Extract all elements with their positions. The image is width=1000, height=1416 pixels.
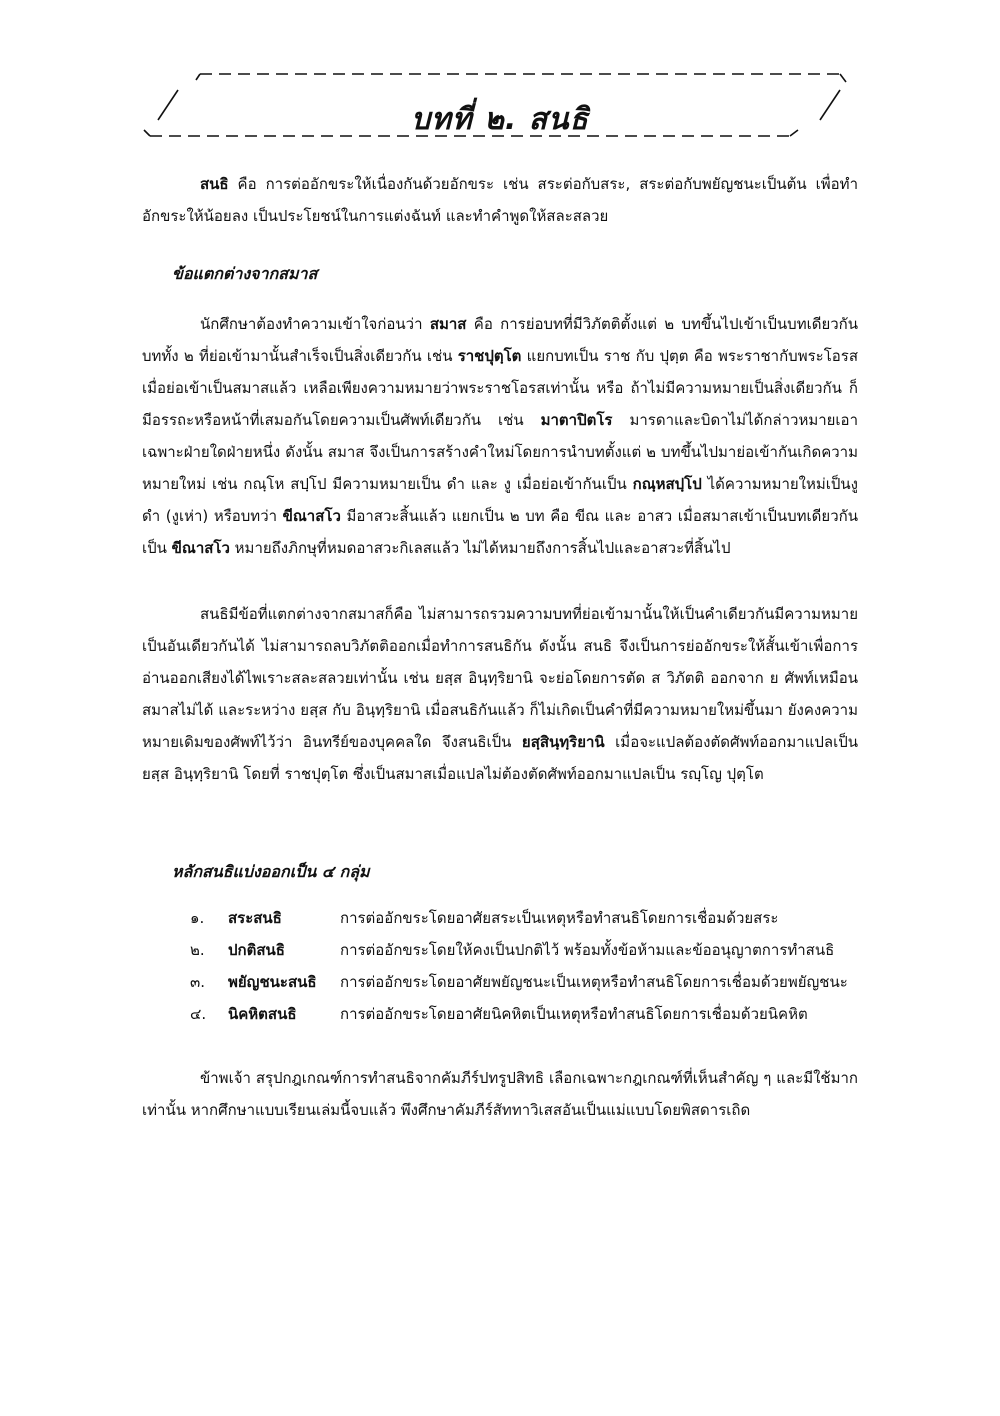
item-name: สระสนธิ	[228, 909, 282, 927]
intro-term: สนธิ	[200, 175, 229, 193]
text: มีอาสวะสิ้นแล้ว แยกเป็น ๒ บท คือ ขีณ และ อาสว เมื่อสมาสเข้าเป็นบทเดียวกันเป็น	[142, 507, 858, 557]
text: หมายถึงภิกษุที่หมดอาสวะกิเลสแล้ว ไม่ได้หมายถึงการสิ้นไปและอาสวะที่สิ้นไป	[229, 539, 731, 557]
item-number: ๓.	[190, 973, 206, 991]
closing-paragraph	[142, 1062, 858, 1126]
list-item	[190, 934, 870, 966]
item-description: การต่ออักขระโดยอาศัยพยัญชนะเป็นเหตุหรือทำสนธิโดยการเชื่อมด้วยพยัญชนะ	[340, 973, 848, 991]
item-description: การต่ออักขระโดยให้คงเป็นปกติไว้ พร้อมทั้งข้อห้ามและข้ออนุญาตการทำสนธิ	[340, 941, 835, 959]
text: แยกบทเป็น ราช กับ ปุตฺต คือ พระราชากับพระโอรส เมื่อย่อเข้าเป็นสมาสแล้ว เหลือเพียงความหมายว่าพระราชโอรสเท่านั้น หรือ ถ้าไม่มีความหมายเป็นสิ่งเดียวกัน ก็มีอรรถะหรือหน้าที่เสมอกันโดยความเป็นศัพท์เดียวกัน เช่น	[142, 347, 858, 429]
text: นักศึกษาต้องทำความเข้าใจก่อนว่า	[200, 315, 430, 333]
list-item	[190, 998, 870, 1030]
text: คือ การย่อบทที่มีวิภัตติตั้งแต่ ๒ บทขึ้นไปเข้าเป็นบทเดียวกัน บททั้ง ๒ ที่ย่อเข้ามานั้นสำเร็จเป็นสิ่งเดียวกัน เช่น	[142, 315, 859, 365]
text: มารดาและบิดาไม่ได้กล่าวหมายเอาเฉพาะฝ่ายใดฝ่ายหนึ่ง ดังนั้น สมาส จึงเป็นการสร้างคำใหม่โดยการนำบทตั้งแต่ ๒ บทขึ้นไปมาย่อเข้ากันเกิดความหมายใหม่ เช่น กณฺโห สปฺโป มีความหมายเป็น ดำ และ งู เมื่อย่อเข้ากันเป็น	[142, 411, 858, 493]
difference-paragraph-2	[142, 598, 858, 790]
term-example: กณฺหสปฺโป	[632, 475, 702, 493]
section-heading-groups: หลักสนธิแบ่งออกเป็น ๔ กลุ่ม	[172, 862, 370, 881]
term-example: ราชปุตฺโต	[457, 347, 522, 365]
intro-text: คือ การต่ออักขระให้เนื่องกันด้วยอักขระ เช่น สระต่อกับสระ, สระต่อกับพยัญชนะเป็นต้น เพื่อทำอักขระให้น้อยลง เป็นประโยชน์ในการแต่งฉันท์ และทำคำพูดให้สละสลวย	[142, 175, 858, 225]
term-example: มาตาปิตโร	[540, 411, 613, 429]
item-description: การต่ออักขระโดยอาศัยสระเป็นเหตุหรือทำสนธิโดยการเชื่อมด้วยสระ	[340, 909, 779, 927]
text: เมื่อจะแปลต้องตัดศัพท์ออกมาแปลเป็น ยสฺส อินฺทฺริยานิ โดยที่ ราชปุตฺโต ซึ่งเป็นสมาสเมื่อแปลไม่ต้องตัดศัพท์ออกมาแปลเป็น รญฺโญ ปุตฺโต	[142, 733, 858, 783]
term-example: ยสฺสินฺทฺริยานิ	[521, 733, 605, 751]
list-item	[190, 902, 870, 934]
closing-text: ข้าพเจ้า สรุปกฎเกณฑ์การทำสนธิจากคัมภีร์ปทรูปสิทธิ เลือกเฉพาะกฎเกณฑ์ที่เห็นสำคัญ ๆ และมีใช้มากเท่านั้น หากศึกษาแบบเรียนเล่มนี้จบแล้ว พึงศึกษาคัมภีร์สัททาวิเสสอันเป็นแม่แบบโดยพิสดารเถิด	[142, 1069, 858, 1119]
item-number: ๔.	[190, 1005, 207, 1023]
item-name: พยัญชนะสนธิ	[228, 973, 317, 991]
term-example: ขีณาสโว	[282, 507, 341, 525]
difference-paragraph-1	[142, 308, 858, 564]
intro-paragraph	[142, 168, 858, 232]
item-number: ๑.	[190, 909, 205, 927]
chapter-title-frame	[140, 60, 860, 150]
term-example: ขีณาสโว	[171, 539, 230, 557]
item-description: การต่ออักขระโดยอาศัยนิคหิตเป็นเหตุหรือทำสนธิโดยการเชื่อมด้วยนิคหิต	[340, 1005, 808, 1023]
text: ได้ความหมายใหม่เป็นงูดำ (งูเห่า) หรือบทว่า	[142, 475, 858, 525]
text: สนธิมีข้อที่แตกต่างจากสมาสก็คือ ไม่สามารถรวมความบทที่ย่อเข้ามานั้นให้เป็นคำเดียวกันมีความหมายเป็นอันเดียวกันได้ ไม่สามารถลบวิภัตติออกเมื่อทำการสนธิกัน ดังนั้น สนธิ จึงเป็นการย่ออักขระให้สั้นเข้าเพื่อการอ่านออกเสียงได้ไพเราะสละสลวยเท่านั้น เช่น ยสฺส อินฺทฺริยานิ จะย่อโดยการตัด ส วิภัตติ ออกจาก ย ศัพท์เหมือนสมาสไม่ได้ และระหว่าง ยสฺส กับ อินฺทฺริยานิ เมื่อสนธิกันแล้ว ก็ไม่เกิดเป็นคำที่มีความหมายใหม่ขึ้นมา ยังคงความหมายเดิมของศัพท์ไว้ว่า อินทรีย์ของบุคคลใด จึงสนธิเป็น	[142, 605, 858, 751]
item-name: ปกติสนธิ	[228, 941, 285, 959]
item-number: ๒.	[190, 941, 205, 959]
section-heading-difference: ข้อแตกต่างจากสมาส	[172, 264, 318, 283]
term-samas: สมาส	[429, 315, 467, 333]
chapter-title: บทที่ ๒. สนธิ	[411, 102, 589, 137]
item-name: นิคหิตสนธิ	[228, 1005, 297, 1023]
sandhi-groups-list	[190, 902, 870, 1030]
list-item	[190, 966, 870, 998]
